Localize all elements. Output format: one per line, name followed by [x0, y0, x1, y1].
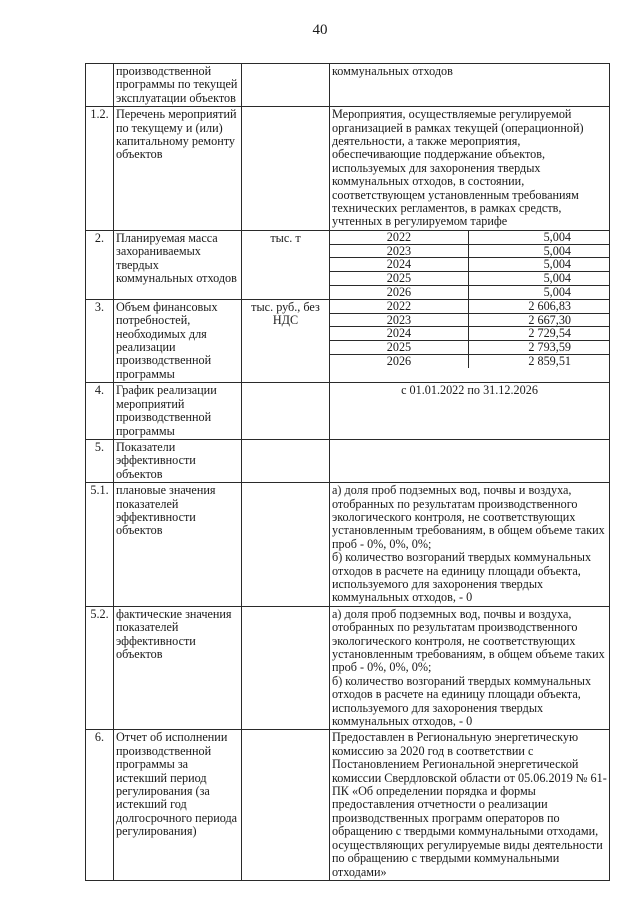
- row-name: Планируемая масса захораниваемых твердых коммунальных отходов: [114, 230, 242, 299]
- year-row: [330, 327, 609, 341]
- table-row: [86, 483, 610, 607]
- year-cell: 2022: [330, 231, 468, 244]
- row-unit: тыс. т: [242, 230, 330, 299]
- year-cell: 2023: [330, 244, 468, 258]
- table-row: [86, 606, 610, 730]
- row-number: 3.: [86, 299, 114, 382]
- year-row: [330, 231, 609, 244]
- amount-cell: 5,004: [468, 272, 609, 286]
- year-cell: 2025: [330, 341, 468, 355]
- row-unit: тыс. руб., без НДС: [242, 299, 330, 382]
- row-name: Перечень мероприятий по текущему и (или) капитальному ремонту объектов: [114, 107, 242, 231]
- row-name: плановые значения показателей эффективности объектов: [114, 483, 242, 607]
- row-unit: [242, 439, 330, 482]
- row-name: График реализации мероприятий производственной программы: [114, 383, 242, 440]
- row-name: Отчет об исполнении производственной программы за истекший период регулирования (за истекший год долгосрочного периода регулирования): [114, 730, 242, 880]
- row-value: [330, 606, 610, 730]
- amount-cell: 5,004: [468, 244, 609, 258]
- amount-cell: 5,004: [468, 231, 609, 244]
- row-unit: [242, 64, 330, 107]
- row-name: Показатели эффективности объектов: [114, 439, 242, 482]
- row-unit: [242, 730, 330, 880]
- table-row: [86, 299, 610, 382]
- row-number: 2.: [86, 230, 114, 299]
- table-row: [86, 730, 610, 880]
- row-number: 1.2.: [86, 107, 114, 231]
- year-cell: 2023: [330, 313, 468, 327]
- year-cell: 2026: [330, 355, 468, 368]
- amount-cell: 2 859,51: [528, 354, 571, 368]
- row-unit: [242, 383, 330, 440]
- yearly-values-table: [330, 300, 609, 368]
- row-number: [86, 64, 114, 107]
- year-cell: 2025: [330, 272, 468, 286]
- row-name: Объем финансовых потребностей, необходимых для реализации производственной программы: [114, 299, 242, 382]
- table-row: [86, 230, 610, 299]
- row-number: 6.: [86, 730, 114, 880]
- page-number: 40: [312, 22, 328, 38]
- row-value: [330, 439, 610, 482]
- indicator-b: б) количество возгораний твердых коммунальных отходов в расчете на единицу площади объекта, используемого для захоронения твердых коммунальных отходов, - 0: [332, 550, 592, 605]
- year-row: [330, 313, 609, 327]
- row-number: 5.2.: [86, 606, 114, 730]
- yearly-values: [330, 299, 610, 382]
- year-cell: 2024: [330, 258, 468, 272]
- year-cell: 2024: [330, 327, 468, 341]
- amount-cell: 5,004: [543, 285, 571, 299]
- row-value: [330, 483, 610, 607]
- yearly-values: [330, 230, 610, 299]
- row-value: коммунальных отходов: [330, 64, 610, 107]
- amount-cell: 2 606,83: [468, 300, 609, 313]
- amount-cell: 2 793,59: [468, 341, 609, 355]
- table-row: [86, 64, 610, 107]
- row-number: 4.: [86, 383, 114, 440]
- year-row: [330, 244, 609, 258]
- year-row: [330, 258, 609, 272]
- amount-cell: 2 729,54: [468, 327, 609, 341]
- row-unit: [242, 606, 330, 730]
- year-row: [330, 355, 609, 368]
- row-name: производственной программы по текущей эксплуатации объектов: [114, 64, 242, 107]
- amount-cell: 2 667,30: [468, 313, 609, 327]
- row-value: с 01.01.2022 по 31.12.2026: [330, 383, 610, 440]
- year-row: [330, 272, 609, 286]
- row-value: Предоставлен в Региональную энергетическую комиссию за 2020 год в соответствии с Постановлением Региональной энергетической комиссии Свердловской области от 05.06.2019 № 61-ПК «Об определении порядка и формы предоставления отчетности о реализации производственных программ операторов по обращению с твердыми коммунальными отходами, осуществляющих регулируемые виды деятельности по обращению с твердыми коммунальными отходами»: [330, 730, 610, 880]
- program-table: [85, 63, 610, 881]
- table-row: [86, 107, 610, 231]
- year-cell: 2026: [330, 286, 468, 299]
- indicator-a: а) доля проб подземных вод, почвы и воздуха, отобранных по результатам производственного экологического контроля, не соответствующих установленным требованиям, в общем объеме таких проб - 0%, 0%, 0%;: [332, 606, 605, 675]
- table-row: [86, 439, 610, 482]
- row-number: 5.: [86, 439, 114, 482]
- indicator-a: а) доля проб подземных вод, почвы и воздуха, отобранных по результатам производственного экологического контроля, не соответствующих установленным требованиям, в общем объеме таких проб - 0%, 0%, 0%;: [332, 483, 605, 551]
- year-row: [330, 286, 609, 299]
- row-number: 5.1.: [86, 483, 114, 607]
- indicator-b: б) количество возгораний твердых коммунальных отходов в расчете на единицу площади объекта, используемого для захоронения твердых коммунальных отходов, - 0: [332, 673, 592, 729]
- row-unit: [242, 107, 330, 231]
- year-cell: 2022: [330, 300, 468, 313]
- row-value: Мероприятия, осуществляемые регулируемой организацией в рамках текущей (операционной) деятельности, а также мероприятия, обеспечивающие поддержание объектов, используемых для захоронения твердых коммунальных отходов, в состоянии, соответствующем установленным требованиям технических регламентов, в рамках средств, учтенных в регулируемом тарифе: [330, 107, 610, 231]
- row-name: фактические значения показателей эффективности объектов: [114, 606, 242, 730]
- table-row: [86, 383, 610, 440]
- yearly-values-table: [330, 231, 609, 299]
- row-unit: [242, 483, 330, 607]
- year-row: [330, 341, 609, 355]
- year-row: [330, 300, 609, 313]
- amount-cell: 5,004: [468, 258, 609, 272]
